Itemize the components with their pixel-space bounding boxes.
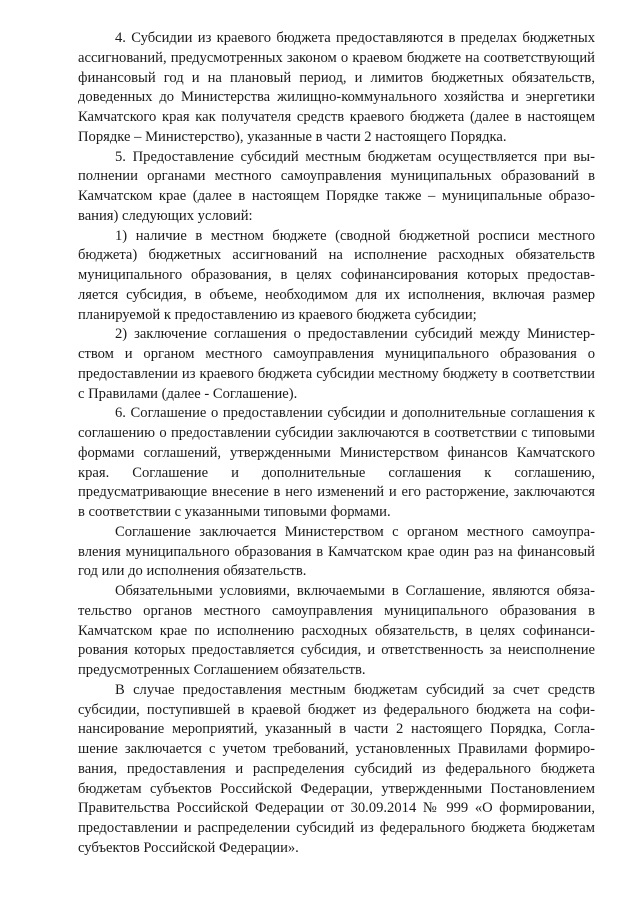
paragraph-condition-2: 2) заключение соглашения о предоставлении субсидий между Министерством и органом местного самоуправления муниципального образования о предоставлении из краевого бюджета субсидии местному бюджету в соответствии с Правилами (далее - Соглашение).: [78, 326, 595, 402]
paragraph-mandatory-conditions: Обязательными условиями, включаемыми в Соглашение, являются обязательство органов местного самоуправления муниципального образования в Камчатском крае по исполнению расходных обязательств, в целях софинансирования которых предоставляется субсидия, и ответственность за неисполнение предусмотренных Соглашением обязательств.: [78, 583, 595, 678]
paragraph-agreement-forms: 6. Соглашение о предоставлении субсидии и дополнительные соглашения к соглашению о предоставлении субсидии заключаются в соответствии с типовыми формами соглашений, утвержденными Министерством финансов Камчатского края. Соглашение и дополнительные соглашения к соглашению, предусматривающие внесение в него изменений и его расторжение, заключаются в соответствии с указанными типовыми формами.: [78, 405, 595, 520]
paragraph-subsidy-limits: 4. Субсидии из краевого бюджета предоставляются в пределах бюджетных ассигнований, предусмотренных законом о краевом бюджете на соответствующий финансовый год и на плановый период, и лимитов бюджетных обязательств, доведенных до Министерства жилищно-коммунального хозяйства и энергетики Камчатского края как получателя средств краевого бюджета (далее в настоящем Порядке – Министерство), указанные в части 2 настоящего Порядка.: [78, 30, 595, 145]
paragraph-provision-conditions: 5. Предоставление субсидий местным бюджетам осуществляется при выполнении органами местного самоуправления муниципальных образований в Камчатском крае (далее в настоящем Порядке также – муниципальные образования) следующих условий:: [78, 148, 595, 224]
paragraph-federal-subsidy: В случае предоставления местным бюджетам субсидий за счет средств субсидии, поступившей в краевой бюджет из федерального бюджета на софинансирование мероприятий, указанный в части 2 настоящего Порядка, Соглашение заключается с учетом требований, установленных Правилами формирования, предоставления и распределения субсидий из федерального бюджета бюджетам субъектов Российской Федерации, утвержденными Постановлением Правительства Российской Федерации от 30.09.2014 № 999 «О формировании, предоставлении и распределении субсидий из федерального бюджета бюджетам субъектов Российской Федерации».: [78, 681, 595, 856]
paragraph-condition-1: 1) наличие в местном бюджете (сводной бюджетной росписи местного бюджета) бюджетных ассигнований на исполнение расходных обязательств муниципального образования, в целях софинансирования которых предоставляется субсидия, в объеме, необходимом для их исполнения, включая размер планируемой к предоставлению из краевого бюджета субсидии;: [78, 227, 595, 323]
paragraph-agreement-term: Соглашение заключается Министерством с органом местного самоуправления муниципального образования в Камчатском крае один раз на финансовый год или до исполнения обязательств.: [78, 523, 595, 580]
document-page: [78, 29, 595, 859]
